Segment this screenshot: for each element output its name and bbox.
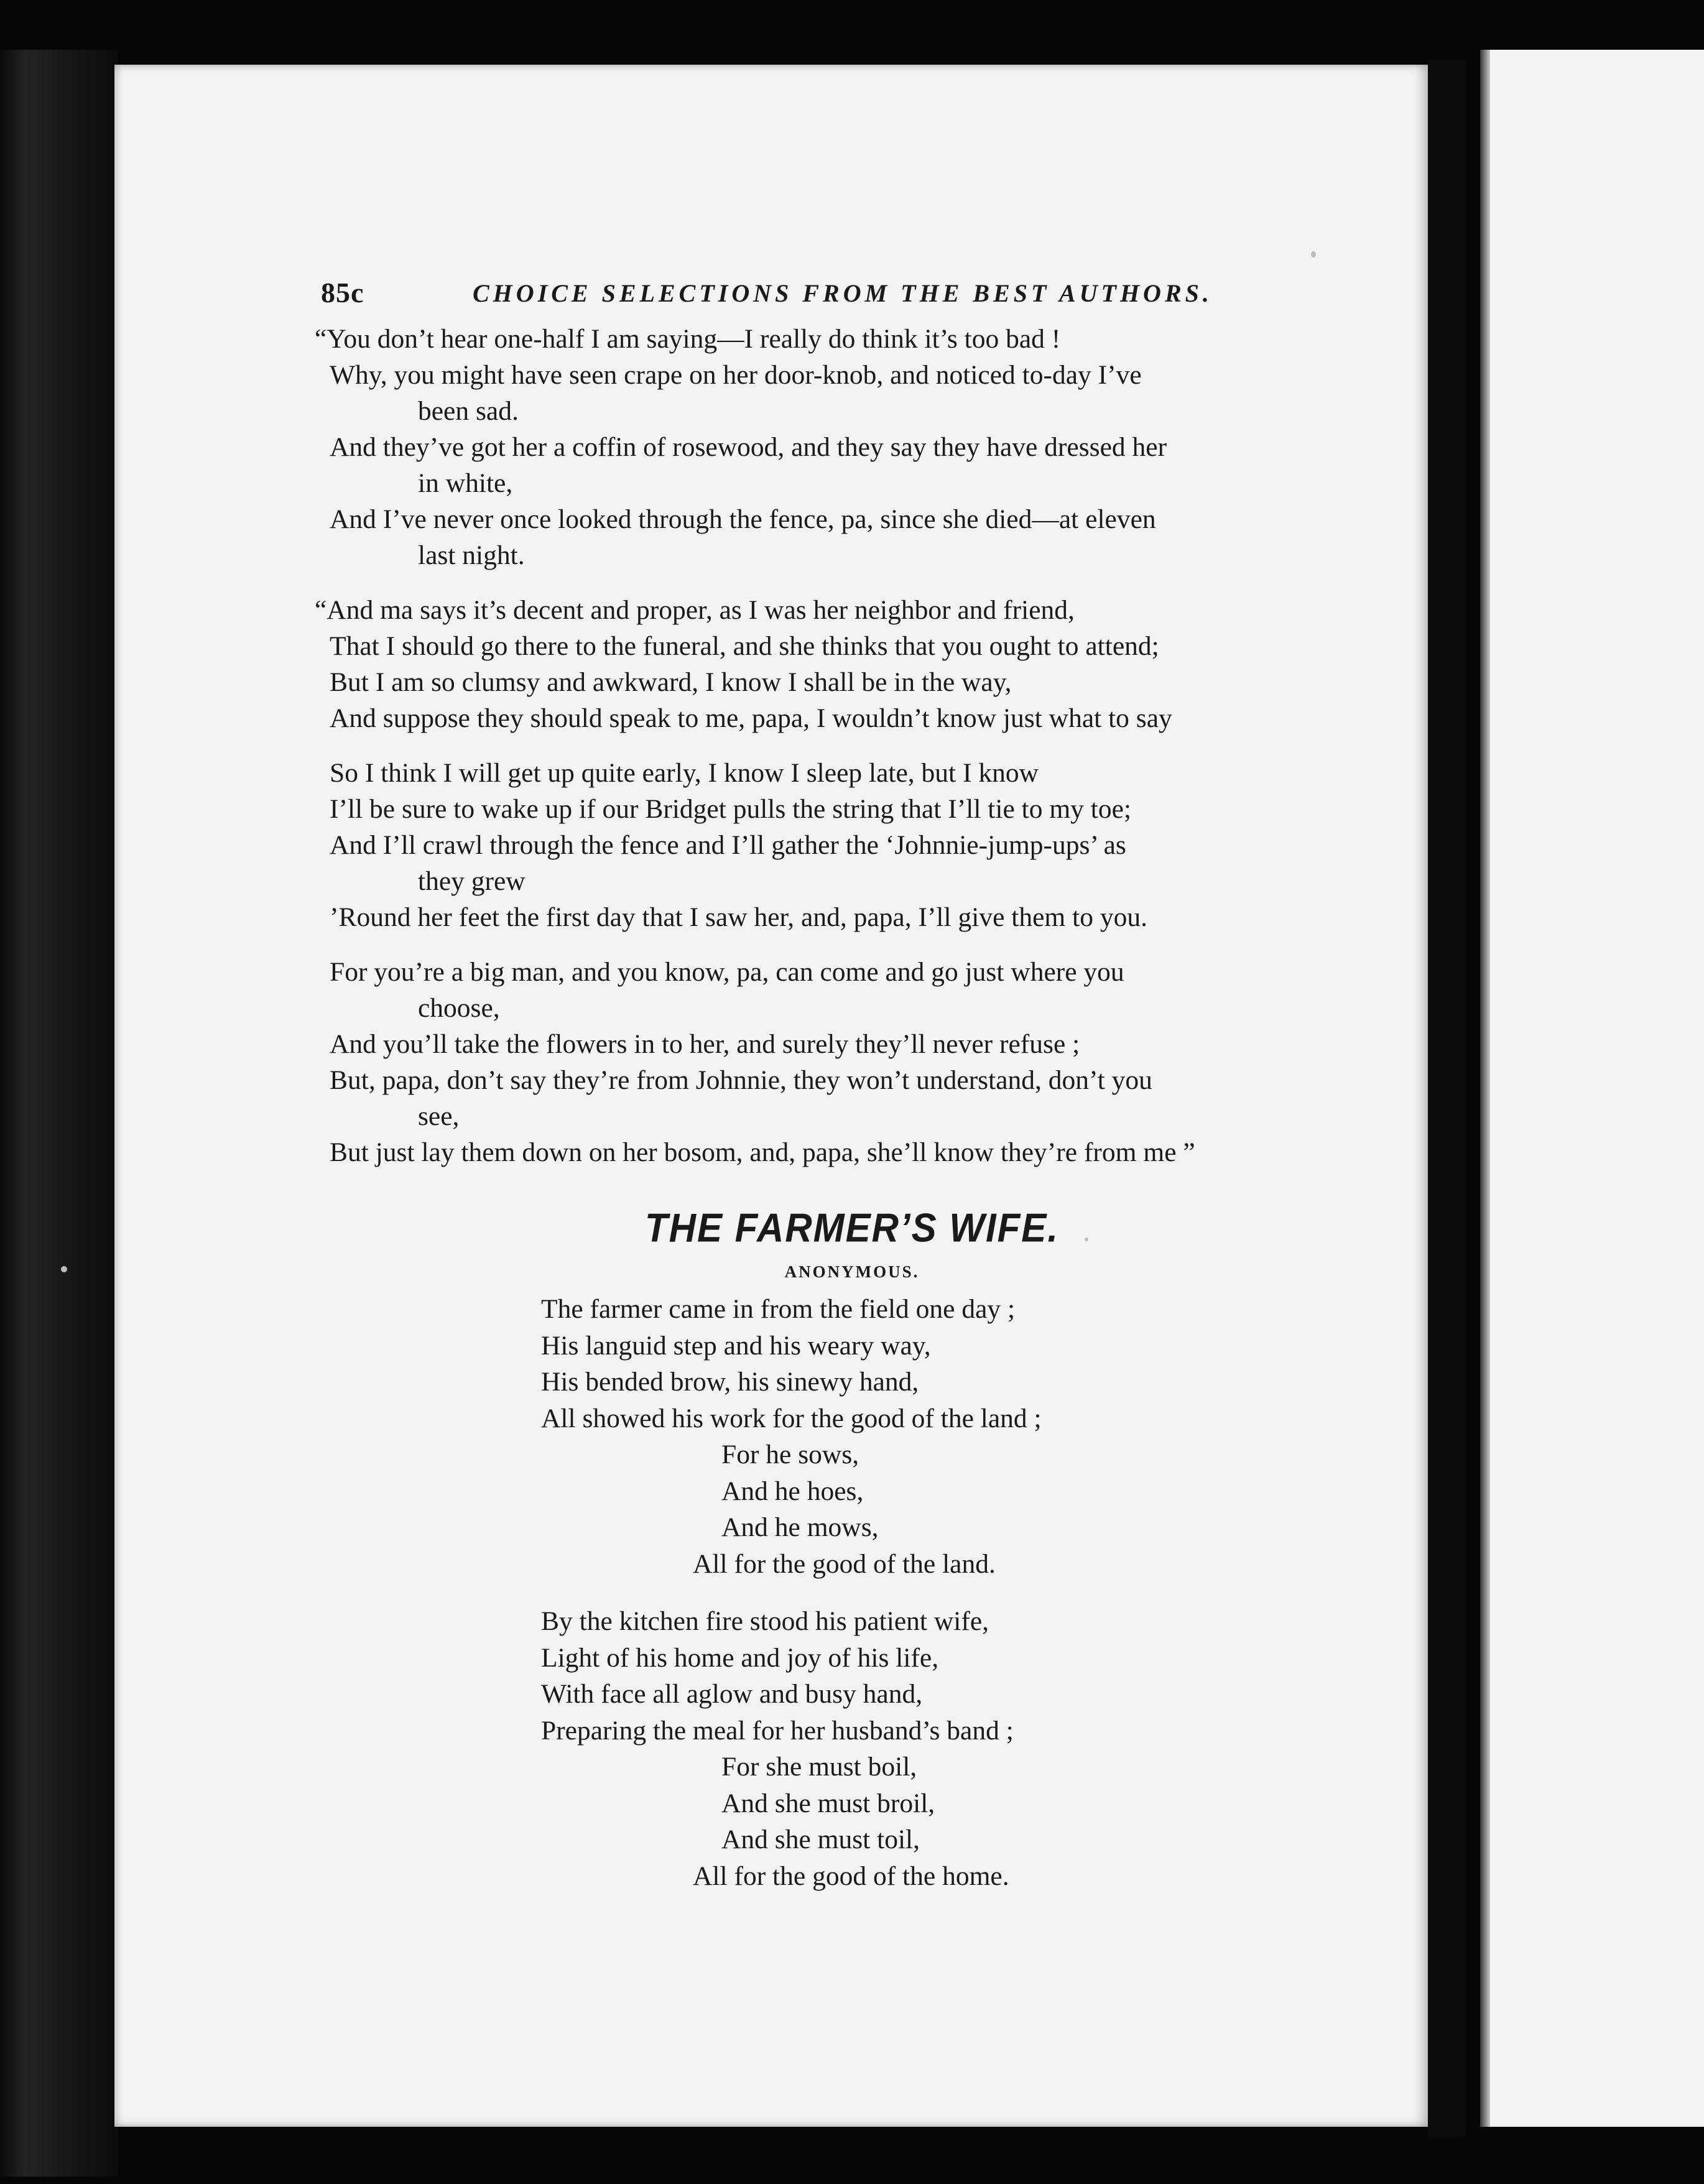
poem-line: And you’ll take the flowers in to her, and surely they’ll never refuse ; [330,1029,1080,1059]
stanza [541,1603,1350,1894]
paper-speck [1311,251,1316,257]
poem-line: All for the good of the home. [693,1861,1009,1891]
page-number: 85c [321,277,364,308]
stanza [330,755,1350,935]
poem-line: So I think I will get up quite early, I know I sleep late, but I know [330,758,1039,788]
poem-line: Why, you might have seen crape on her door-knob, and noticed to-day I’ve [330,360,1142,390]
poem-line: And I’ll crawl through the fence and I’ll gather the ‘Johnnie-jump-ups’ as [330,830,1126,860]
poem-title: THE FARMER’S WIFE. [645,1205,1059,1251]
poem-line: For you’re a big man, and you know, pa, can come and go just where you [330,957,1124,987]
poem-line: And she must broil, [721,1788,935,1818]
poem-line: see, [418,1101,460,1131]
running-head: CHOICE SELECTIONS FROM THE BEST AUTHORS. [473,279,1213,307]
page-header [321,276,1341,313]
farmers-wife-poem [541,1291,1350,1915]
poem-line: And I’ve never once looked through the fence, pa, since she died—at eleven [330,504,1156,534]
poem-line: But I am so clumsy and awkward, I know I shall be in the way, [330,667,1012,697]
poem-line: But just lay them down on her bosom, and, papa, she’ll know they’re from me ” [330,1137,1195,1167]
poem-line: That I should go there to the funeral, and she thinks that you ought to attend; [330,631,1159,661]
stanza [315,321,1350,573]
poem-line: For he sows, [721,1440,859,1469]
poem-line: And they’ve got her a coffin of rosewood, and they say they have dressed her [330,432,1167,462]
poem-line: But, papa, don’t say they’re from Johnnie, they won’t understand, don’t you [330,1065,1152,1095]
poem-line: in white, [418,468,513,498]
poem-line: “You don’t hear one-half I am saying—I really do think it’s too bad ! [315,324,1061,354]
poem-line: Preparing the meal for her husband’s band ; [541,1715,1014,1746]
poem-line: Light of his home and joy of his life, [541,1642,939,1673]
page-gutter-shadow [1428,60,1465,2137]
facing-page-edge [1480,50,1704,2127]
edge-speck [61,1266,67,1272]
poem-line: And he hoes, [721,1476,864,1506]
poem-line: last night. [418,540,525,570]
poem-continuation [315,321,1350,1189]
poem-line: His bended brow, his sinewy hand, [541,1367,919,1397]
poem-line: And suppose they should speak to me, papa, I wouldn’t know just what to say [330,703,1172,733]
poem-line: choose, [418,993,500,1023]
book-spine-edge [0,50,118,2177]
poem-line: With face all aglow and busy hand, [541,1679,923,1709]
poem-line: I’ll be sure to wake up if our Bridget pulls the string that I’ll tie to my toe; [330,794,1132,824]
poem-line: And she must toil, [721,1825,920,1854]
stanza [541,1291,1350,1582]
poem-line: been sad. [418,396,519,426]
poem-line: they grew [418,866,526,896]
poem-line: His languid step and his weary way, [541,1330,931,1361]
poem-line: By the kitchen fire stood his patient wife, [541,1606,989,1636]
poem-line: All showed his work for the good of the land ; [541,1403,1042,1433]
poem-line: The farmer came in from the field one day ; [541,1294,1016,1324]
poem-byline: ANONYMOUS. [784,1262,920,1281]
stanza [330,954,1350,1170]
poem-line: For she must boil, [721,1752,917,1782]
poem-line: ’Round her feet the first day that I saw her, and, papa, I’ll give them to you. [330,902,1147,932]
poem-line: “And ma says it’s decent and proper, as I was her neighbor and friend, [315,595,1075,625]
poem-line: All for the good of the land. [693,1548,996,1579]
poem-line: And he mows, [721,1512,879,1542]
paper-speck [1085,1238,1088,1241]
stanza [315,592,1350,736]
